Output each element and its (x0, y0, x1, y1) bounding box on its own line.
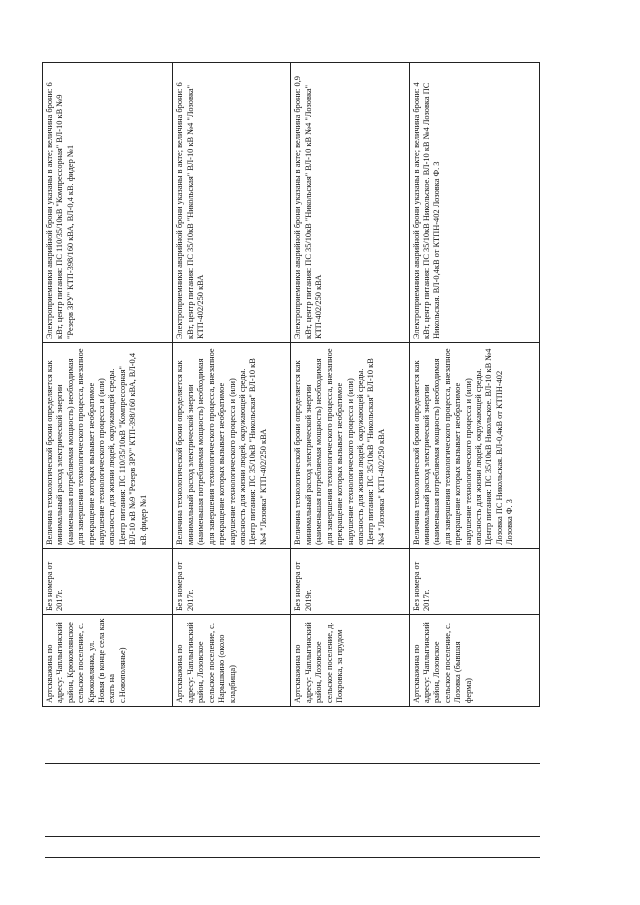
divider-line (45, 836, 540, 837)
object-cell: Артскважина по адресу: Чаплыгинский район, Крюковлянское сельское поселение, с. Крюковлянка, ул. Новая (в конце села как ехать на с.Новополянье) (43, 615, 173, 707)
technological-reserve-cell: Величина технологической брони определяется как минимальный расход электрической энергии (наименьшая потребляемая мощность) необходимая для завершения технологического процесса, внезапное прекращение которых вызывает необратимое нарушение технологического процесса и (или) опасность для жизни людей, окружающей среды. Центр питания: ПС 35/10кВ "Никольская" ВЛ-10 кВ №4 "Лозовка" КТП-402/250 кВА (173, 343, 291, 549)
number-cell: Без номера от 2017г. (409, 549, 540, 615)
technological-reserve-cell: Величина технологической брони определяется как минимальный расход электрической энергии (наименьшая потребляемая мощность) необходимая для завершения технологического процесса, внезапное прекращение которых вызывает необратимое нарушение технологического процесса и (или) опасность для жизни людей, окружающей среды. Центр питания: ПС 35/10кВ Никольское. ВЛ-10 кВ №4 Лозовка ПС Никольская. ВЛ-0,4кВ от КТПН-402 Лозовка Ф. 3 (409, 343, 540, 549)
emergency-reserve-cell: Электроприемники аварийной брони указаны в акте; величина брони: 6 кВт, центр питания: ПС 110/35/10кВ "Компрессорная" ВЛ-10 кВ №9 "Резерв ЗРУ" КТП-398/160 кВА, ВЛ-0,4 кВ. фидер №1 (43, 63, 173, 343)
emergency-reserve-cell: Электроприемники аварийной брони указаны в акте; величина брони: 6 кВт, центр питания: ПС 35/10кВ "Никольская" ВЛ-10 кВ №4 "Лозовка" КТП-402/250 кВА (173, 63, 291, 343)
number-cell: Без номера от 2017г. (43, 549, 173, 615)
emergency-reserve-cell: Электроприемники аварийной брони указаны в акте; величина брони: 4 кВт, центр питания: ПС 35/10кВ Никольское. ВЛ-10 кВ №4 Лозовка ПС Никольская. ВЛ-0,4кВ от КТПН-402 Лозовка Ф. 3 (409, 63, 540, 343)
table-row (43, 63, 173, 707)
divider-line (45, 857, 540, 858)
object-cell: Артскважина по адресу: Чаплыгинский район, Лозовское сельское поселение, д. Покровка, за прудом (291, 615, 409, 707)
table-row (291, 63, 409, 707)
divider-line (45, 763, 540, 764)
object-cell: Артскважина по адресу: Чаплыгинский район, Лозовское сельское поселение, с. Нарышкино (около кладбища) (173, 615, 291, 707)
technological-reserve-cell: Величина технологической брони определяется как минимальный расход электрической энергии (наименьшая потребляемая мощность) необходимая для завершения технологического процесса, внезапное прекращение которых вызывает необратимое нарушение технологического процесса и (или) опасность для жизни людей, окружающей среды. Центр питания: ПС 110/35/10кВ "Компрессорная" ВЛ-10 кВ №9 "Резерв ЗРУ" КТП-398/160 кВА, ВЛ-0,4 кВ. фидер №1 (43, 343, 173, 549)
table-row (173, 63, 291, 707)
table-row (409, 63, 540, 707)
emergency-reserve-cell: Электроприемники аварийной брони указаны в акте; величина брони: 0,9 кВт, центр питания: ПС 35/10кВ "Никольская" ВЛ-10 кВ №4 "Лозовка" КТП-402/250 кВА (291, 63, 409, 343)
number-cell: Без номера от 2017г. (173, 549, 291, 615)
reservation-table (42, 62, 540, 707)
object-cell: Артскважина по адресу: Чаплыгинский район, Лозовское сельское поселение, с. Лозовка (бывшая ферма) (409, 615, 540, 707)
technological-reserve-cell: Величина технологической брони определяется как минимальный расход электрической энергии (наименьшая потребляемая мощность) необходимая для завершения технологического процесса, внезапное прекращение которых вызывает необратимое нарушение технологического процесса и (или) опасность для жизни людей, окружающей среды. Центр питания: ПС 35/10кВ "Никольская" ВЛ-10 кВ №4 "Лозовка" КТП-402/250 кВА (291, 343, 409, 549)
number-cell: Без номера от 2019г. (291, 549, 409, 615)
